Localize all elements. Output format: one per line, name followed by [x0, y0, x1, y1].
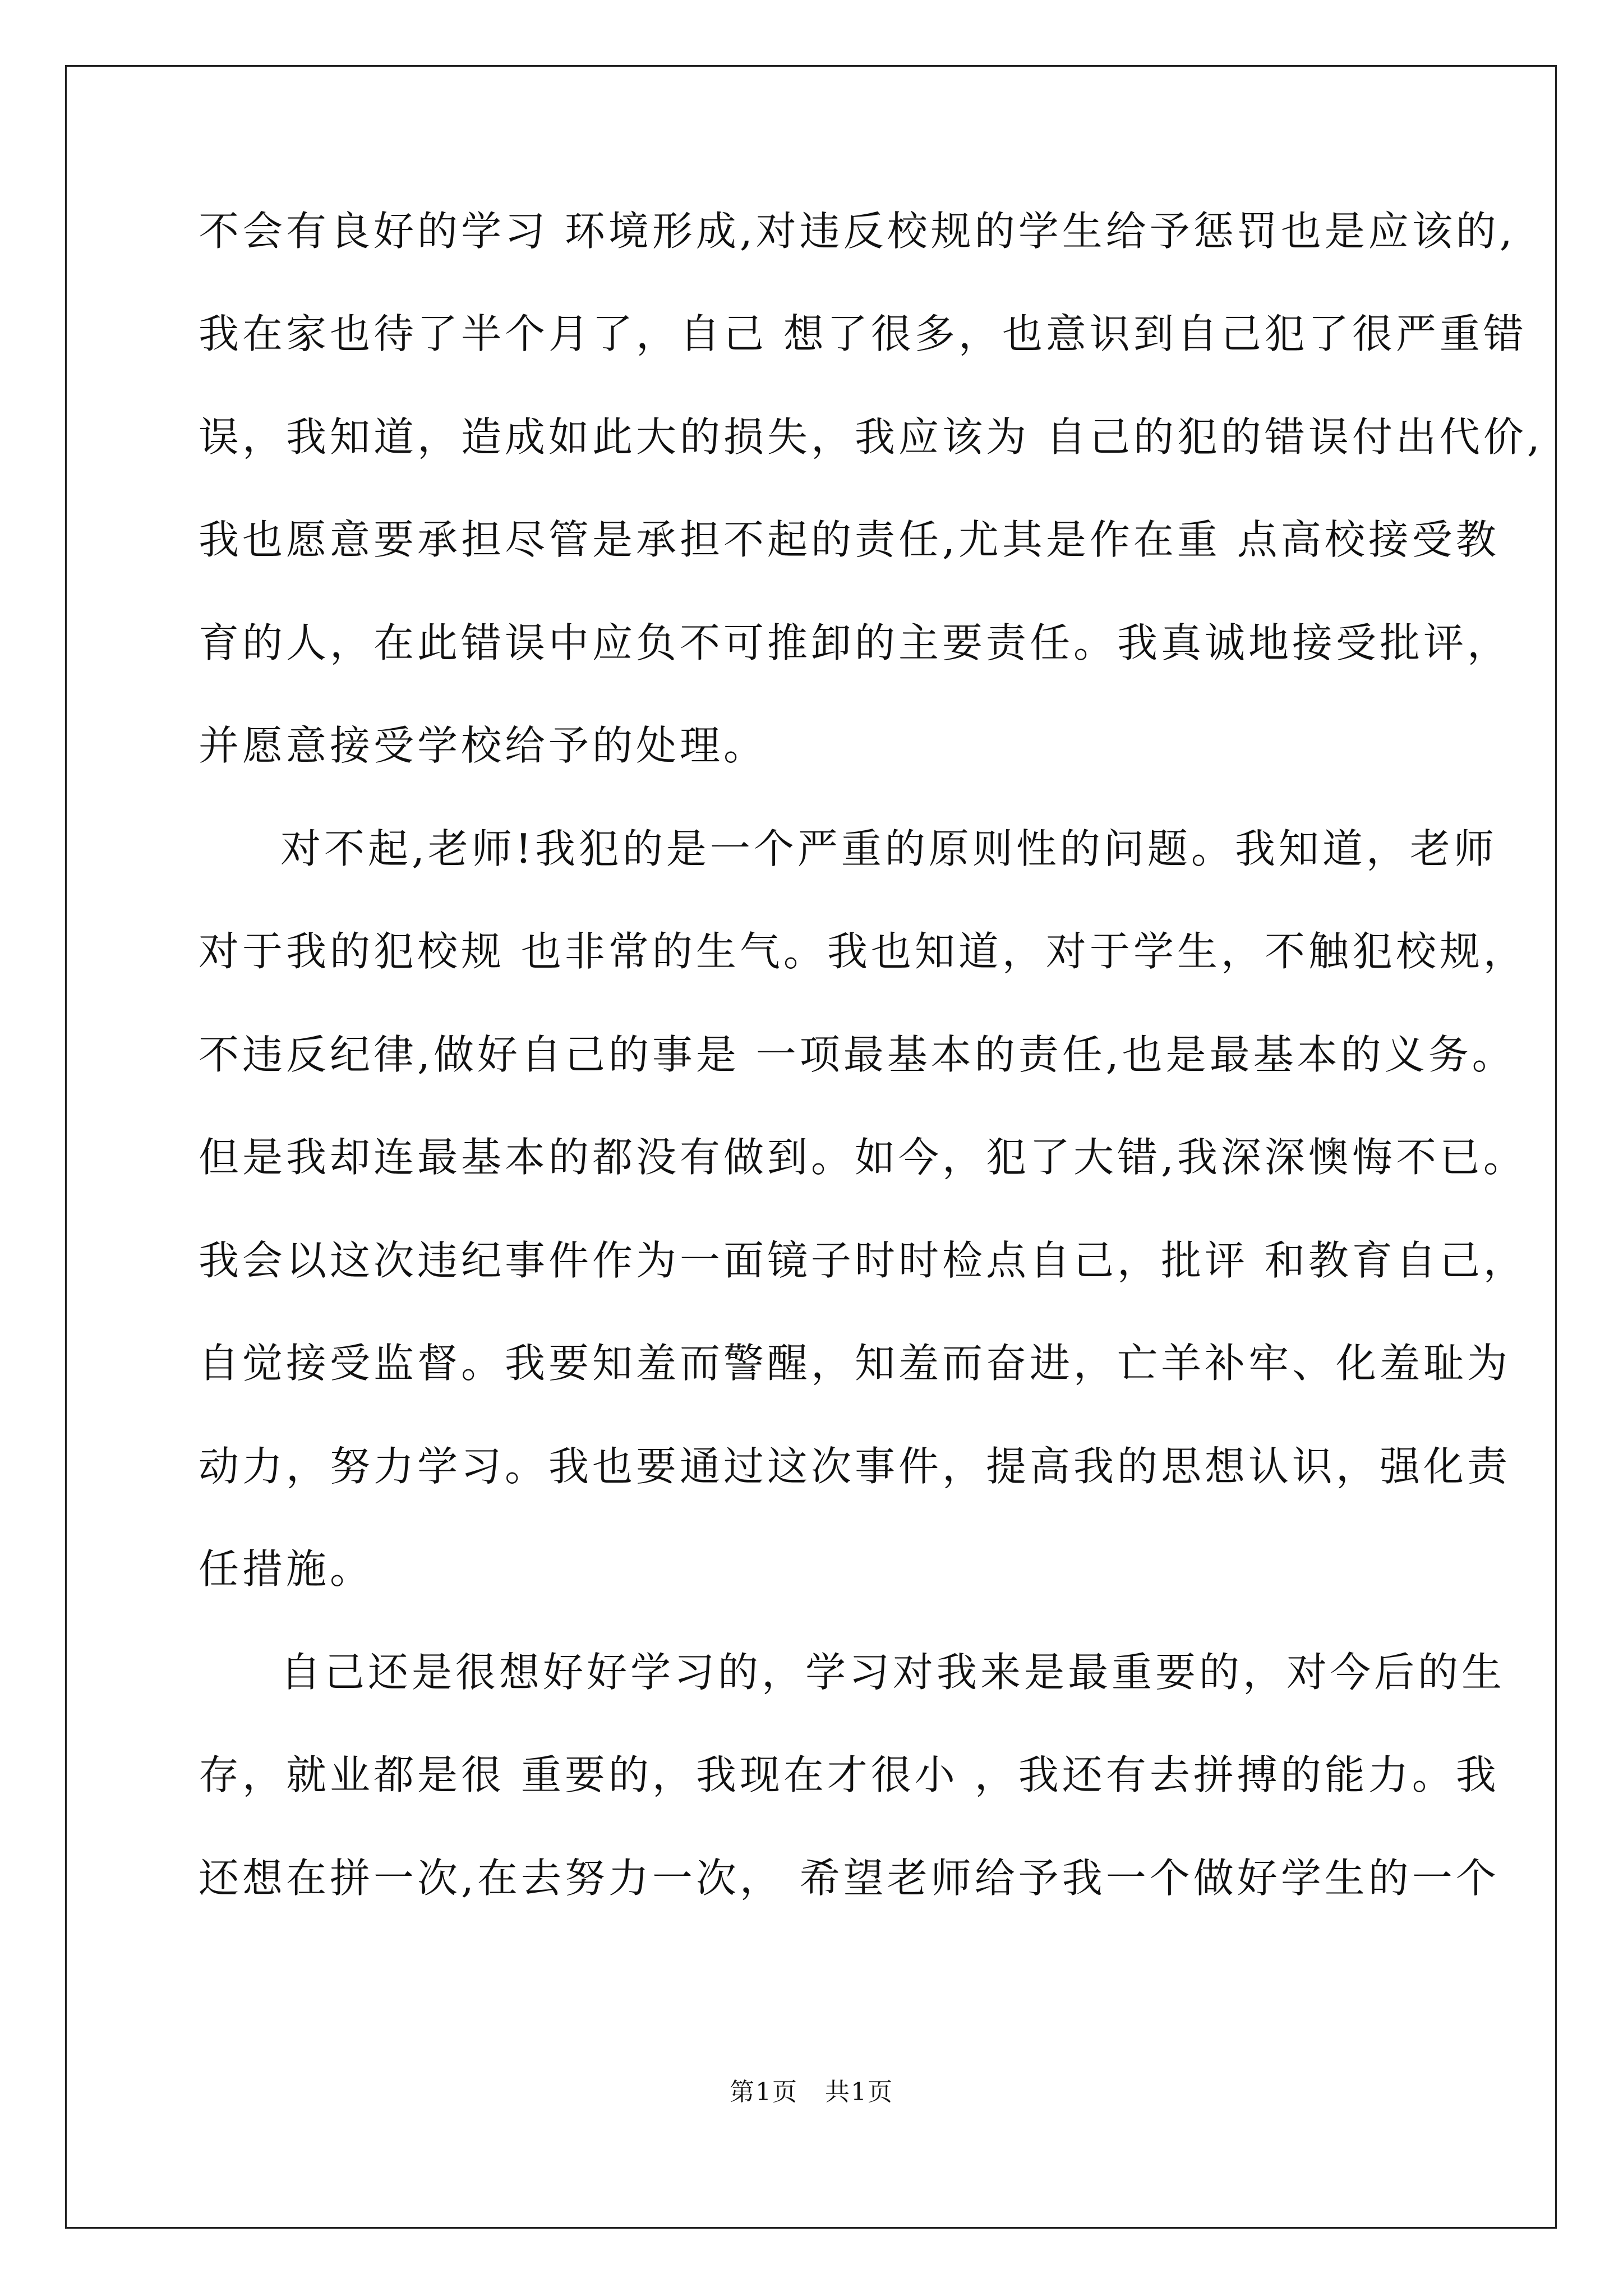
- body-text-line: 自觉接受监督。我要知羞而警醒，知羞而奋进，亡羊补牢、化羞耻为: [199, 1340, 1511, 1387]
- body-text-line: 我在家也待了半个月了，自己 想了很多，也意识到自己犯了很严重错: [199, 310, 1527, 357]
- body-text-line: 不会有良好的学习 环境形成,对违反校规的学生给予惩罚也是应该的,: [199, 208, 1516, 255]
- body-text-line: 还想在拼一次,在去努力一次， 希望老师给予我一个做好学生的一个: [199, 1855, 1500, 1902]
- body-text-line: 我会以这次违纪事件作为一面镜子时时检点自己，批评 和教育自己，: [199, 1237, 1527, 1284]
- paragraph-first-line: 对不起,老师!我犯的是一个严重的原则性的问题。我知道，老师: [280, 825, 1497, 872]
- body-text-line: 存，就业都是很 重要的，我现在才很小 ，我还有去拼搏的能力。我: [199, 1751, 1500, 1798]
- body-text-line: 不违反纪律,做好自己的事是 一项最基本的责任,也是最基本的义务。: [199, 1031, 1516, 1078]
- body-text-line: 育的人，在此错误中应负不可推卸的主要责任。我真诚地接受批评，: [199, 619, 1511, 666]
- body-text-line: 并愿意接受学校给予的处理。: [199, 722, 768, 769]
- body-text-line: 对于我的犯校规 也非常的生气。我也知道，对于学生，不触犯校规，: [199, 928, 1527, 975]
- body-text-line: 动力，努力学习。我也要通过这次事件，提高我的思想认识，强化责: [199, 1443, 1511, 1490]
- body-text-line: 我也愿意要承担尽管是承担不起的责任,尤其是作在重 点高校接受教: [199, 516, 1500, 563]
- page-number-footer: 第1页 共1页: [730, 2078, 893, 2106]
- body-text-line: 任措施。: [199, 1545, 374, 1593]
- paragraph-first-line: 自己还是很想好好学习的，学习对我来是最重要的，对今后的生: [280, 1649, 1506, 1696]
- body-text-line: 误，我知道，造成如此大的损失，我应该为 自己的犯的错误付出代价,: [199, 413, 1543, 461]
- body-text-line: 但是我却连最基本的都没有做到。如今，犯了大错,我深深懊悔不已。: [199, 1134, 1527, 1181]
